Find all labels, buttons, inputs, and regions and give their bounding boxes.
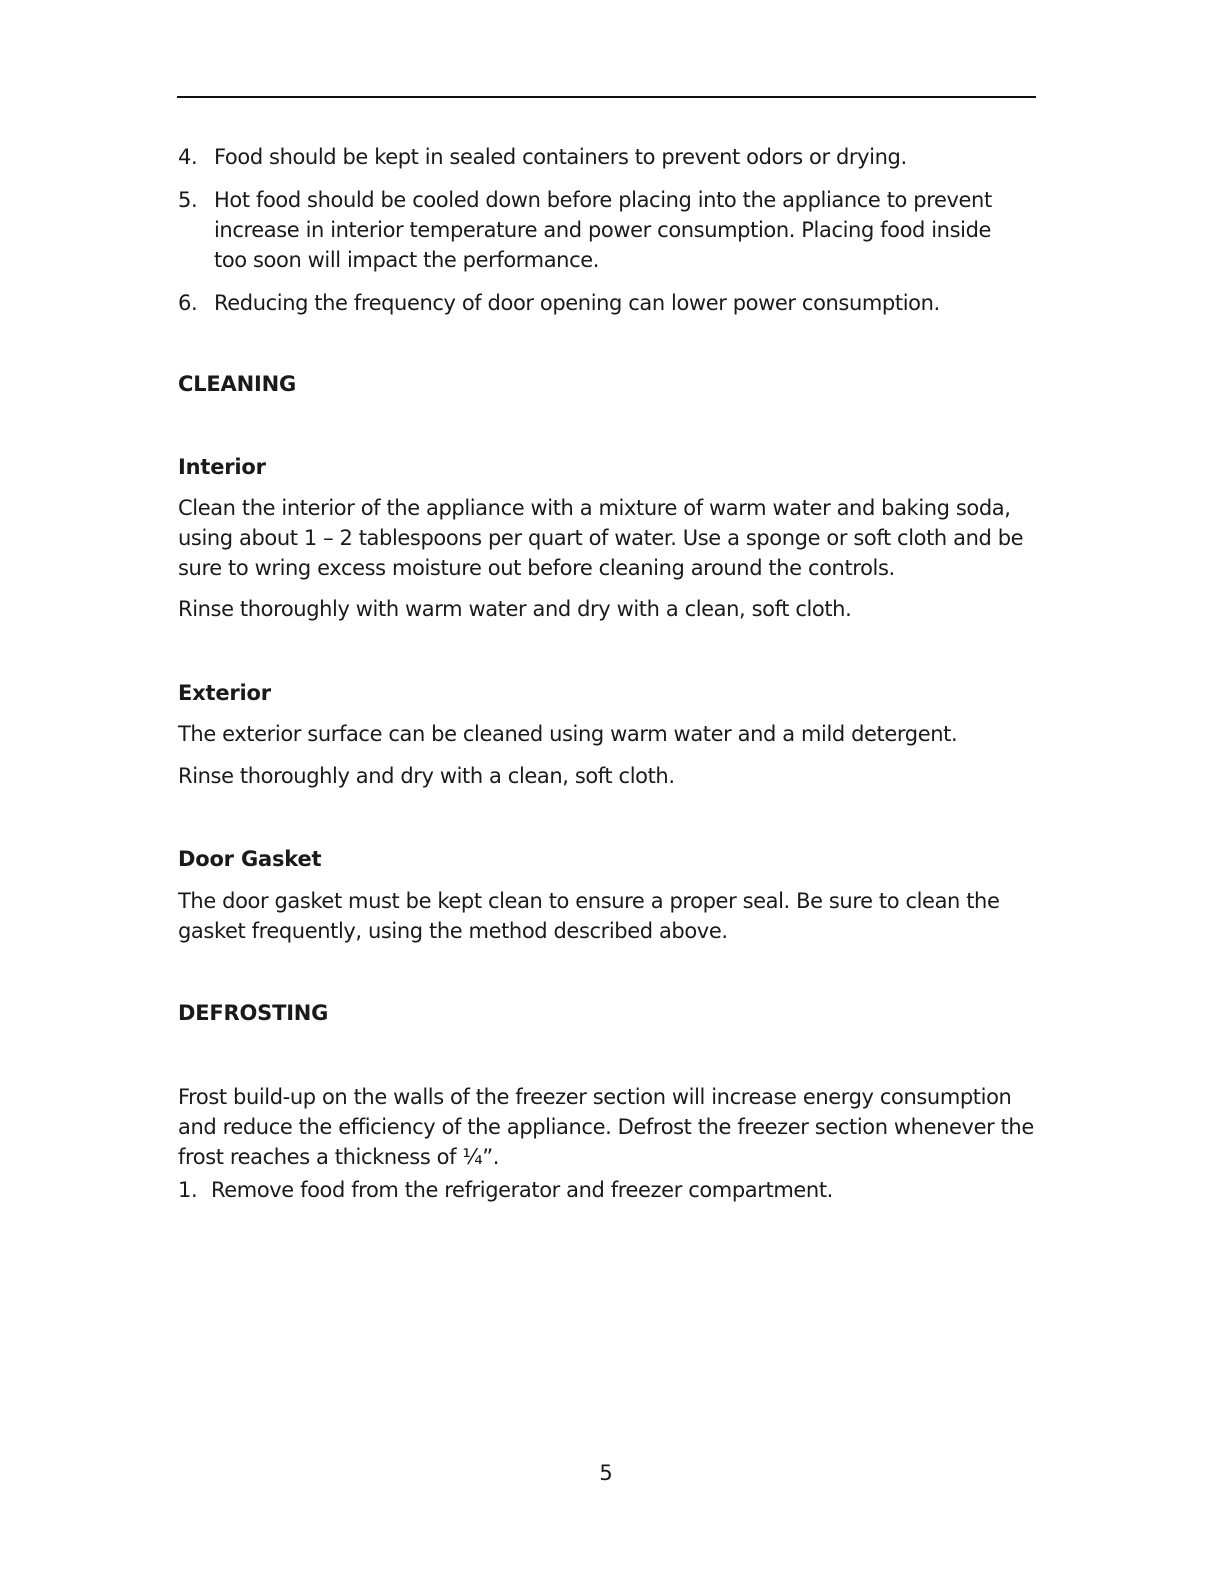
header-rule xyxy=(177,96,1036,98)
exterior-paragraph: The exterior surface can be cleaned using warm water and a mild detergent. xyxy=(178,722,958,746)
list-text: Hot food should be cooled down before placing into the appliance to prevent increase in interior temperature and power consumption. Placing food inside too soon will impact the performance. xyxy=(214,188,992,272)
door-gasket-paragraph: The door gasket must be kept clean to ensure a proper seal. Be sure to clean the gasket frequently, using the method described above. xyxy=(178,889,1000,943)
door-gasket-heading: Door Gasket xyxy=(178,847,322,871)
defrosting-steps xyxy=(178,1175,1038,1205)
exterior-rinse-paragraph: Rinse thoroughly and dry with a clean, soft cloth. xyxy=(178,764,675,788)
list-number: 4. xyxy=(178,145,198,169)
tips-list xyxy=(178,142,1038,318)
list-number: 6. xyxy=(178,291,198,315)
list-item xyxy=(178,185,1038,275)
defrosting-paragraph: Frost build-up on the walls of the freezer section will increase energy consumption and reduce the efficiency of the appliance. Defrost the freezer section whenever the frost reaches a thickness of ¼”. xyxy=(178,1085,1034,1169)
list-text: Food should be kept in sealed containers to prevent odors or drying. xyxy=(214,145,907,169)
interior-heading: Interior xyxy=(178,455,266,479)
interior-rinse-paragraph: Rinse thoroughly with warm water and dry with a clean, soft cloth. xyxy=(178,597,852,621)
interior-paragraph: Clean the interior of the appliance with a mixture of warm water and baking soda, using about 1 – 2 tablespoons per quart of water. Use a sponge or soft cloth and be sure to wring excess moisture out before cleaning around the controls. xyxy=(178,496,1024,580)
cleaning-heading: CLEANING xyxy=(178,372,296,396)
page-number: 5 xyxy=(599,1461,613,1485)
defrosting-heading: DEFROSTING xyxy=(178,1001,329,1025)
list-item xyxy=(178,142,1038,172)
exterior-heading: Exterior xyxy=(178,681,271,705)
list-text: Remove food from the refrigerator and freezer compartment. xyxy=(211,1178,833,1202)
list-item xyxy=(178,1175,1038,1205)
list-number: 1. xyxy=(178,1178,198,1202)
list-item xyxy=(178,288,1038,318)
list-number: 5. xyxy=(178,188,198,212)
list-text: Reducing the frequency of door opening can lower power consumption. xyxy=(214,291,940,315)
